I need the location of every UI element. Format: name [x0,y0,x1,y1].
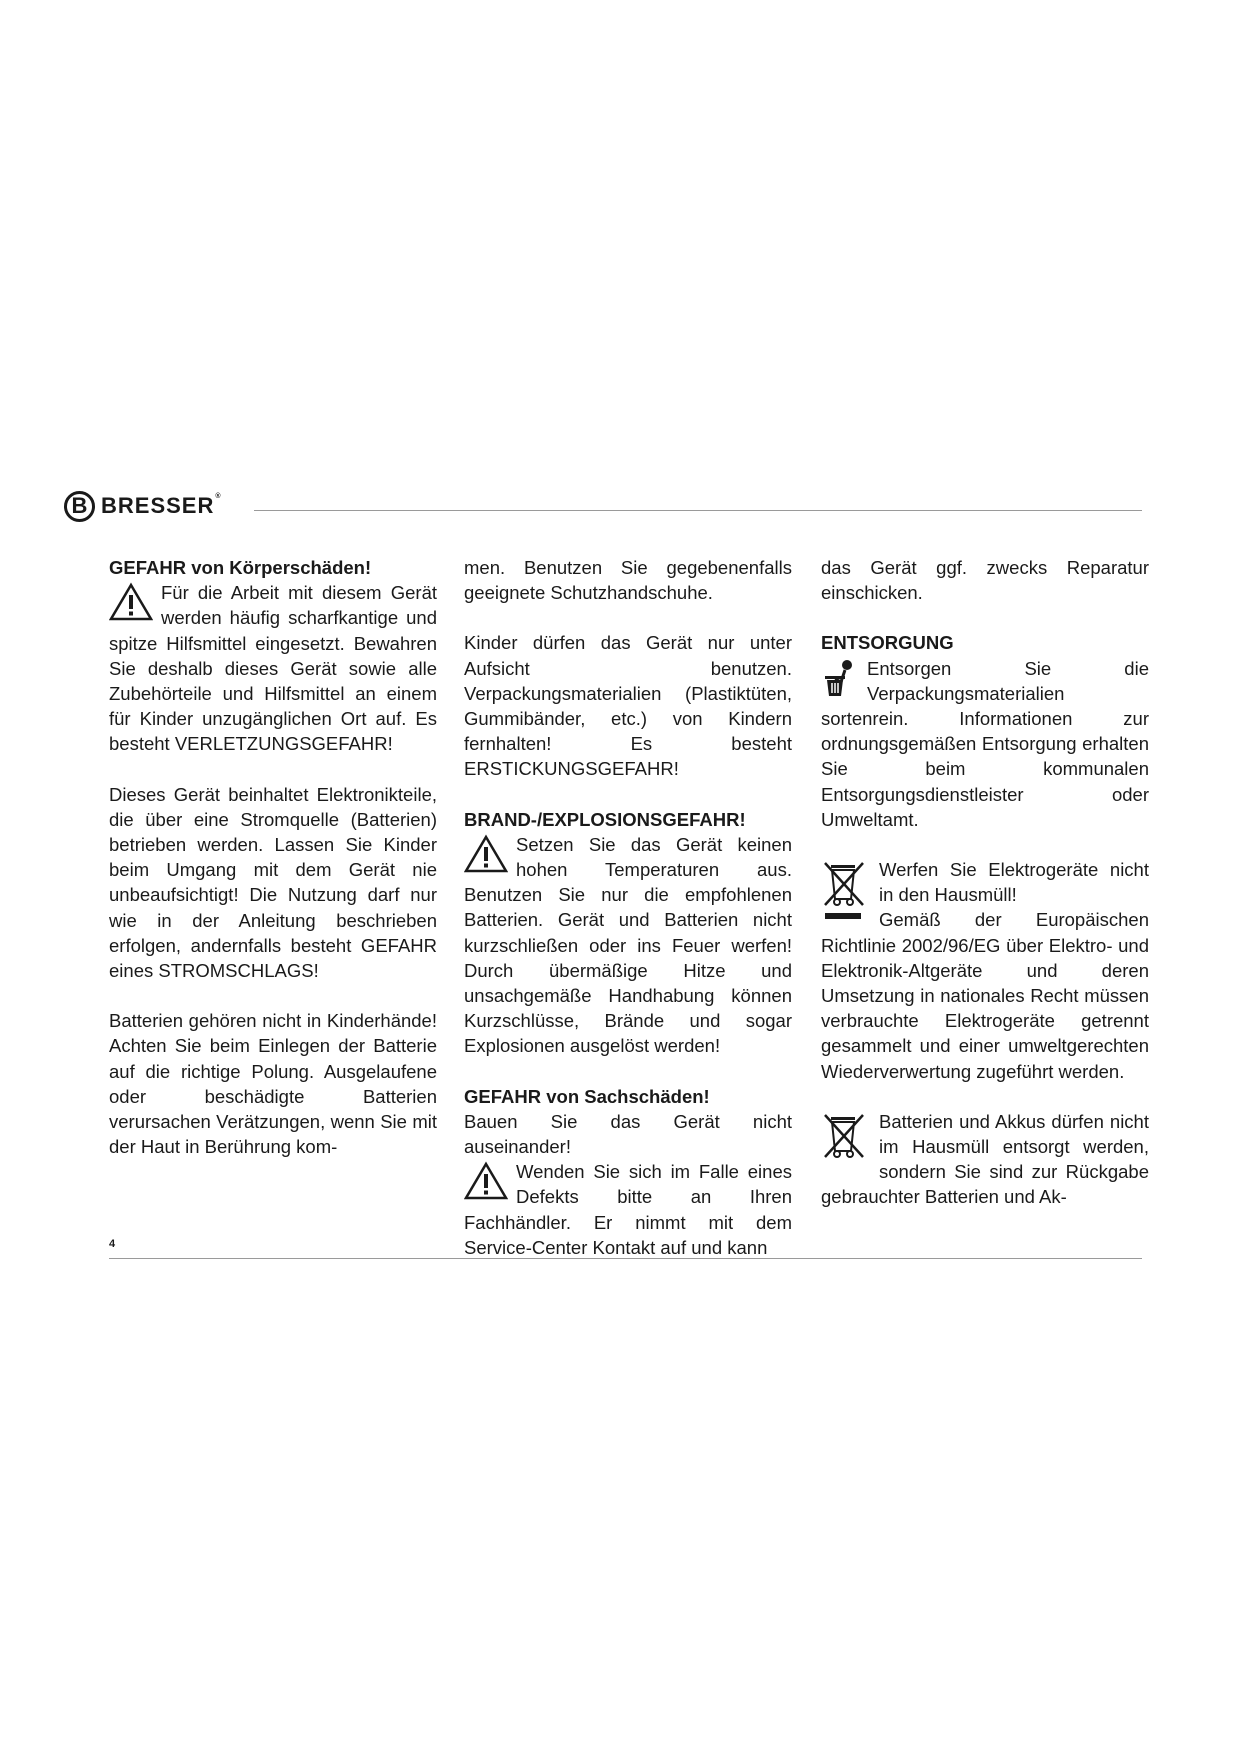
footer-divider [109,1258,1142,1259]
heading-disposal: ENTSORGUNG [821,632,954,654]
paragraph-gloves: men. Benutzen Sie gegebenenfalls geeignete Schutzhandschuhe. [464,557,792,604]
page-header [64,486,1142,526]
paragraph-weee-electronics: Werfen Sie Elektrogeräte nicht in den Hausmüll! Gemäß der Europäischen Richtlinie 2002/96/EG über Elektro- und Elektronik-Altgeräte und deren Umsetzung in nationales Recht müssen verbrauchte Elektrogeräte getrennt gesammelt und einer umweltgerechten Wiederverwertung zugeführt werden. [821,859,1149,1082]
paragraph-batteries-children: Batterien gehören nicht in Kinderhände! Achten Sie beim Einlegen der Batterie auf die richtige Polung. Ausgelaufene oder beschädigte Batterien verursachen Verätzungen, wenn Sie mit der Haut in Berührung kom- [109,1010,437,1158]
column-1 [109,555,437,1159]
paragraph-packaging-disposal: Entsorgen Sie die Verpackungsmaterialien sortenrein. Informationen zur ordnungsgemäßen Entsorgung erhalten Sie beim kommunalen Entsorgungsdienstleister oder Umweltamt. [821,657,1149,830]
warning-triangle-icon [109,582,153,622]
bresser-logo [64,486,222,526]
brand-name: BRESSER® [101,493,222,518]
column-3 [821,555,1149,1210]
paragraph-temperature: Setzen Sie das Gerät keinen hohen Temperaturen aus. Benutzen Sie nur die empfohlenen Batterien. Gerät und Batterien nicht kurzschließen oder ins Feuer werfen! Durch übermäßige Hitze und unsachgemäße Handhabung können Kurzschlüsse, Brände und sogar Explosionen ausgelöst werden! [464,833,792,1057]
heading-property-damage: GEFAHR von Sachschäden! [464,1085,710,1107]
paragraph-disassembly: Bauen Sie das Gerät nicht auseinander! Wenden Sie sich im Falle eines Defekts bitte an Ihren Fachhändler. Er nimmt mit dem Service-Center Kontakt auf und kann [464,1110,792,1258]
warning-triangle-icon [464,834,508,874]
paragraph-electronics: Dieses Gerät beinhaltet Elektronikteile, die über eine Stromquelle (Batterien) betrieben werden. Lassen Sie Kinder beim Umgang mit dem Gerät nie unbeaufsichtigt! Die Nutzung darf nur wie in der Anleitung beschrieben erfolgen, andernfalls besteht GEFAHR eines STROMSCHLAGS! [109,783,437,982]
crossed-out-wheelie-bin-icon [821,1111,867,1161]
header-divider [254,510,1142,511]
bresser-logo-mark: B [64,491,95,522]
paragraph-battery-disposal: Batterien und Akkus dürfen nicht im Hausmüll entsorgt werden, sondern Sie sind zur Rückgabe gebrauchter Batterien und Ak- [821,1110,1149,1208]
heading-personal-injury: GEFAHR von Körperschäden! [109,557,372,578]
heading-fire-explosion: BRAND-/EXPLOSIONSGEFAHR! [464,808,746,830]
paragraph-suffocation: Kinder dürfen das Gerät nur unter Aufsicht benutzen. Verpackungsmaterialien (Plastiktüten, Gummibänder, etc.) von Kindern fernhalten! Es besteht ERSTICKUNGSGEFAHR! [464,632,792,780]
paragraph-sharp-tools: Für die Arbeit mit diesem Gerät werden häufig scharfkantige und spitze Hilfsmittel eingesetzt. Bewahren Sie deshalb dieses Gerät sowie alle Zubehörteile und Hilfsmittel an einem für Kinder unzugänglichen Ort auf. Es besteht VERLETZUNGSGEFAHR! [109,582,437,755]
column-2 [464,555,792,1260]
crossed-out-wheelie-bin-icon [821,859,867,921]
warning-triangle-icon [464,1161,508,1201]
page-number: 4 [109,1238,116,1250]
recycle-bin-icon [821,658,861,698]
registered-mark: ® [215,493,222,500]
paragraph-repair: das Gerät ggf. zwecks Reparatur einschicken. [821,557,1149,604]
